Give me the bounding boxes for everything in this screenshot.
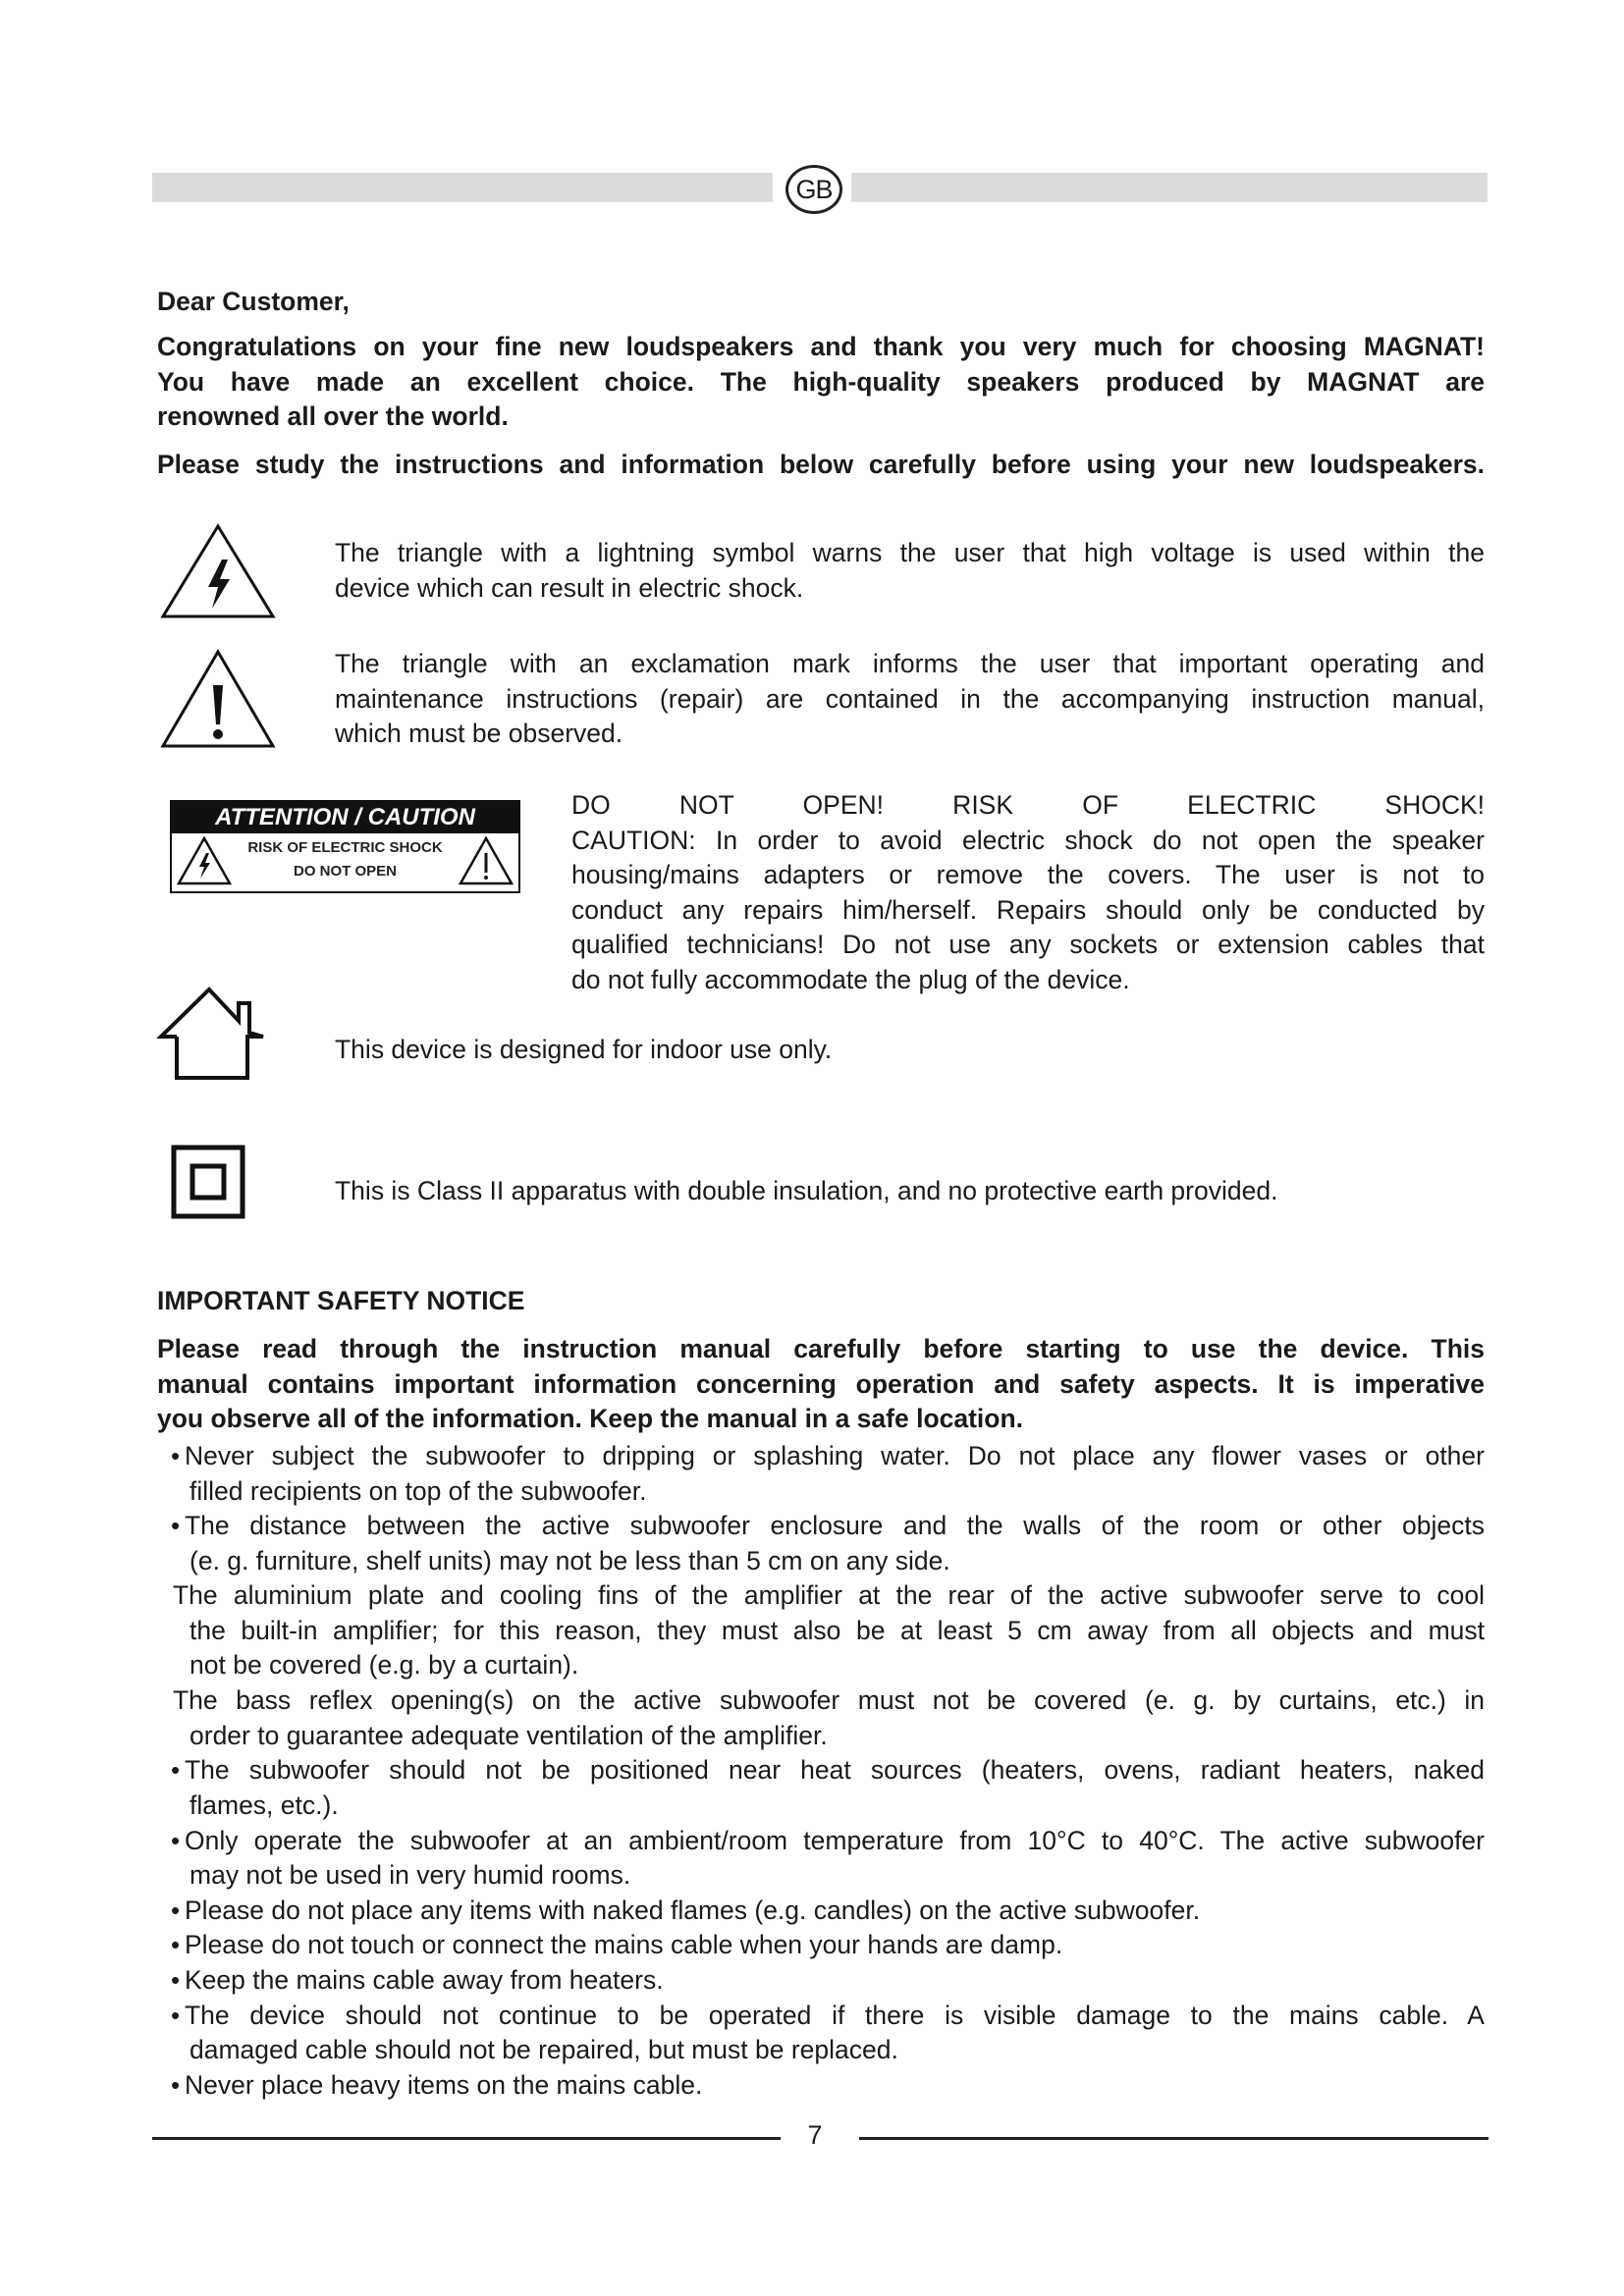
greeting: Dear Customer,	[157, 287, 350, 316]
page-number: 7	[807, 2120, 823, 2150]
safety-item-text	[173, 1578, 1485, 1683]
text-line: manual contains important information concerning operation and safety aspects. It is imperative	[157, 1368, 1485, 1399]
study-note	[157, 448, 1485, 483]
caution-label-title: ATTENTION / CAUTION	[172, 802, 518, 833]
text-line: Please do not touch or connect the mains cable when your hands are damp.	[185, 1930, 1063, 1960]
text-line: The subwoofer should not be positioned near heat sources (heaters, ovens, radiant heaters, naked	[185, 1755, 1485, 1786]
class-ii-description	[335, 1174, 1485, 1209]
caution-label-line1: RISK OF ELECTRIC SHOCK	[247, 839, 443, 856]
safety-item-text	[185, 1439, 1485, 1509]
text-line: you observe all of the information. Keep the manual in a safe location.	[157, 1404, 1024, 1433]
bullet-dot-icon: •	[171, 1511, 181, 1541]
text-line: flames, etc.).	[189, 1789, 339, 1820]
bullet-dot-icon: •	[171, 1755, 181, 1786]
caution-label-line2: DO NOT OPEN	[293, 863, 397, 880]
exclamation-triangle-icon	[458, 835, 514, 886]
caution-label	[170, 800, 520, 893]
safety-item-text	[185, 1928, 1485, 1963]
bullet-dot-icon: •	[171, 1825, 181, 1855]
bullet-dot-icon: •	[171, 1930, 181, 1960]
text-line: The device should not continue to be operated if there is visible damage to the mains cable. A	[185, 2000, 1485, 2030]
text-line: Only operate the subwoofer at an ambient/room temperature from 10°C to 40°C. The active subwoofer	[185, 1825, 1485, 1855]
text-line: The triangle with an exclamation mark informs the user that important operating and	[335, 649, 1485, 678]
indoor-use-house-icon	[155, 984, 269, 1086]
safety-intro	[157, 1332, 1485, 1437]
text-line: CAUTION: In order to avoid electric shock do not open the speaker	[571, 825, 1485, 855]
high-voltage-warning-icon	[159, 522, 277, 620]
text-line: maintenance instructions (repair) are contained in the accompanying instruction manual,	[335, 683, 1485, 714]
text-line: do not fully accommodate the plug of the device.	[571, 964, 1130, 994]
footer-rule-left	[152, 2137, 781, 2140]
text-line: This device is designed for indoor use only.	[335, 1035, 833, 1064]
text-line: Please read through the instruction manual carefully before starting to use the device. This	[157, 1334, 1485, 1363]
text-line: qualified technicians! Do not use any sockets or extension cables that	[571, 930, 1485, 959]
text-line: device which can result in electric shock.	[335, 572, 804, 603]
text-line: not be covered (e.g. by a curtain).	[189, 1650, 579, 1681]
text-line: Please do not place any items with naked flames (e.g. candles) on the active subwoofer.	[185, 1895, 1201, 1925]
bullet-dot-icon: •	[171, 1441, 181, 1470]
text-line: The triangle with a lightning symbol warns the user that high voltage is used within the	[335, 538, 1485, 567]
text-line: Never place heavy items on the mains cable.	[185, 2069, 703, 2100]
text-line: (e. g. furniture, shelf units) may not be less than 5 cm on any side.	[189, 1545, 950, 1575]
language-badge: GB	[785, 165, 842, 214]
bullet-dot-icon: •	[171, 2069, 181, 2100]
text-line: This is Class II apparatus with double insulation, and no protective earth provided.	[335, 1176, 1278, 1205]
congratulations-paragraph	[157, 330, 1485, 435]
text-line: You have made an excellent choice. The high-quality speakers produced by MAGNAT are	[157, 366, 1485, 397]
text-line: conduct any repairs him/herself. Repairs should only be conducted by	[571, 894, 1485, 925]
safety-item-text	[185, 1999, 1485, 2068]
class-ii-double-insulation-icon	[171, 1145, 245, 1219]
text-line: Congratulations on your fine new loudspeakers and thank you very much for choosing MAGNAT!	[157, 332, 1485, 361]
header-bar-left	[152, 173, 773, 202]
safety-item-text	[185, 1824, 1485, 1894]
text-line: order to guarantee adequate ventilation of the amplifier.	[189, 1720, 828, 1750]
safety-item-text	[185, 1963, 1485, 1999]
safety-item-text	[185, 1509, 1485, 1578]
text-line: Never subject the subwoofer to dripping or splashing water. Do not place any flower vases or other	[185, 1441, 1485, 1470]
indoor-use-description	[335, 1033, 1485, 1068]
text-line: which must be observed.	[335, 719, 623, 748]
text-line: Keep the mains cable away from heaters.	[185, 1965, 664, 1995]
safety-item-text	[185, 1894, 1485, 1929]
bullet-dot-icon: •	[171, 2000, 181, 2030]
text-line: housing/mains adapters or remove the covers. The user is not to	[571, 860, 1485, 889]
safety-item-text	[173, 1683, 1485, 1753]
bullet-dot-icon: •	[171, 1965, 181, 1995]
safety-item-text	[185, 2068, 1485, 2104]
header-bar-right	[851, 173, 1488, 202]
safety-heading: IMPORTANT SAFETY NOTICE	[157, 1286, 525, 1315]
text-line: The bass reflex opening(s) on the active subwoofer must not be covered (e. g. by curtains, etc.) in	[173, 1685, 1485, 1716]
text-line: DO NOT OPEN! RISK OF ELECTRIC SHOCK!	[571, 790, 1485, 820]
text-line: filled recipients on top of the subwoofer.	[189, 1475, 647, 1506]
bullet-dot-icon: •	[171, 1895, 181, 1925]
text-line: The aluminium plate and cooling fins of the amplifier at the rear of the active subwoofer serve to cool	[173, 1580, 1485, 1611]
footer-rule-right	[859, 2137, 1489, 2140]
text-line: The distance between the active subwoofer enclosure and the walls of the room or other objects	[185, 1511, 1485, 1541]
do-not-open-description	[571, 788, 1485, 997]
lightning-description	[335, 536, 1485, 606]
exclamation-warning-icon	[159, 648, 277, 750]
safety-item-text	[185, 1753, 1485, 1823]
text-line: the built-in amplifier; for this reason, they must also be at least 5 cm away from all objects and must	[189, 1615, 1485, 1645]
study-note-line: Please study the instructions and information below carefully before using your new loudspeakers.	[157, 450, 1485, 479]
text-line: may not be used in very humid rooms.	[189, 1860, 631, 1891]
exclamation-description	[335, 647, 1485, 752]
text-line: renowned all over the world.	[157, 401, 509, 431]
text-line: damaged cable should not be repaired, but must be replaced.	[189, 2035, 898, 2065]
